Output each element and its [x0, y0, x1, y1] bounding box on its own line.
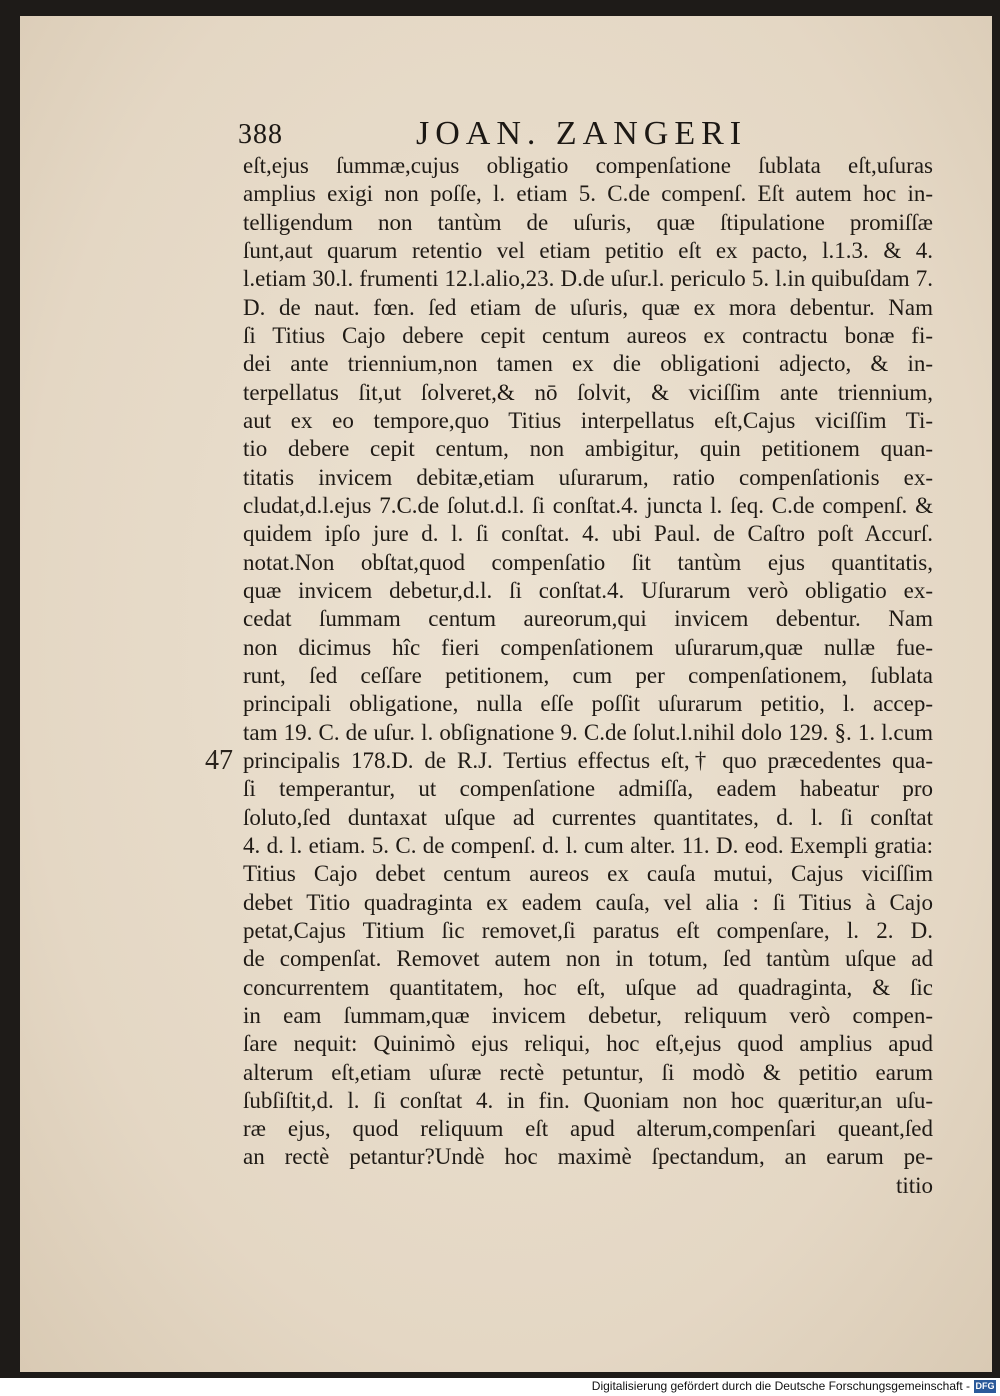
text-line: an rectè petantur?Undè hoc maximè ſpectandum, an earum pe- — [243, 1144, 933, 1170]
digitization-credit: Digitalisierung gefördert durch die Deutsche Forschungsgemeinschaft - — [591, 1379, 970, 1393]
text-line: titatis invicem debitæ,etiam uſurarum, ratio compenſationis ex- — [243, 464, 933, 490]
text-line: in eam ſummam,quæ invicem debetur, reliquum verò compen- — [243, 1002, 933, 1028]
text-line: non dicimus hîc fieri compenſationem uſurarum,quæ nullæ fue- — [243, 634, 933, 660]
text-line: terpellatus ſit,ut ſolveret,& nō ſolvit, & viciſſim ante triennium, — [243, 379, 933, 405]
text-line: ſi temperantur, ut compenſatione admiſſa, eadem habeatur pro — [243, 776, 933, 802]
text-line: quidem ipſo jure d. l. ſi conſtat. 4. ubi Paul. de Caſtro poſt Accurſ. — [243, 521, 933, 547]
body-text — [243, 152, 933, 1200]
text-line: l.etiam 30.l. frumenti 12.l.alio,23. D.de uſur.l. periculo 5. l.in quibuſdam 7. — [243, 266, 933, 292]
text-line: dei ante triennium,non tamen ex die obligationi adjecto, & in- — [243, 351, 933, 377]
text-line: runt, ſed ceſſare petitionem, cum per compenſationem, ſublata — [243, 662, 933, 688]
text-line: alterum eſt,etiam uſuræ rectè petuntur, ſi modò & petitio earum — [243, 1059, 933, 1085]
text-line: tio debere cepit centum, non ambigitur, quin petitionem quan- — [243, 436, 933, 462]
text-line: aut ex eo tempore,quo Titius interpellatus eſt,Cajus viciſſim Ti- — [243, 407, 933, 433]
text-line: debet Titio quadraginta ex eadem cauſa, vel alia : ſi Titius à Cajo — [243, 889, 933, 915]
text-line: cedat ſummam centum aureorum,qui invicem debentur. Nam — [243, 606, 933, 632]
text-line: D. de naut. fœn. ſed etiam de uſuris, quæ ex mora debentur. Nam — [243, 294, 933, 320]
text-line: de compenſat. Removet autem non in totum, ſed tantùm uſque ad — [243, 946, 933, 972]
text-line: ſoluto,ſed duntaxat uſque ad currentes quantitates, d. l. ſi conſtat — [243, 804, 933, 830]
margin-note: 47 — [205, 745, 233, 776]
text-line: quæ invicem debetur,d.l. ſi conſtat.4. Uſurarum verò obligatio ex- — [243, 577, 933, 603]
text-line: eſt,ejus ſummæ,cujus obligatio compenſatione ſublata eſt,uſuras — [243, 153, 933, 178]
page-header — [238, 115, 938, 155]
footer-bar — [0, 1378, 1000, 1396]
running-title: JOAN. ZANGERI — [416, 115, 748, 152]
text-line: ræ ejus, quod reliquum eſt apud alterum,compenſari queant,ſed — [243, 1116, 933, 1142]
text-line: ſare nequit: Quinimò ejus reliqui, hoc eſt,ejus quod amplius apud — [243, 1031, 933, 1057]
text-line: ſubſiſtit,d. l. ſi conſtat 4. in fin. Quoniam non hoc quæritur,an uſu- — [243, 1087, 933, 1113]
page-number: 388 — [238, 119, 283, 150]
text-line: cludat,d.l.ejus 7.C.de ſolut.d.l. ſi conſtat.4. juncta l. ſeq. C.de compenſ. & — [243, 492, 933, 518]
text-line: ſi Titius Cajo debere cepit centum aureos ex contractu bonæ fi- — [243, 322, 933, 348]
text-line: petat,Cajus Titium ſic removet,ſi paratus eſt compenſare, l. 2. D. — [243, 917, 933, 943]
text-line: principalis 178.D. de R.J. Tertius effectus eſt,† quo præcedentes qua- — [243, 747, 933, 773]
text-line: ſunt,aut quarum retentio vel etiam petitio eſt ex pacto, l.1.3. & 4. — [243, 237, 933, 263]
text-line: Titius Cajo debet centum aureos ex cauſa mutui, Cajus viciſſim — [243, 861, 933, 887]
text-line: titio — [895, 1172, 933, 1198]
text-line: principali obligatione, nulla eſſe poſſit uſurarum petitio, l. accep- — [243, 691, 933, 717]
text-line: concurrentem quantitatem, hoc eſt, uſque ad quadraginta, & ſic — [243, 974, 933, 1000]
text-line: telligendum non tantùm de uſuris, quæ ſtipulatione promiſſæ — [243, 209, 933, 235]
dfg-logo: DFG — [975, 1381, 995, 1391]
text-line: 4. d. l. etiam. 5. C. de compenſ. d. l. cum alter. 11. D. eod. Exempli gratia: — [243, 832, 933, 858]
text-line: notat.Non obſtat,quod compenſatio ſit tantùm ejus quantitatis, — [243, 549, 933, 575]
text-line: tam 19. C. de uſur. l. obſignatione 9. C.de ſolut.l.nihil dolo 129. §. 1. l.cum — [243, 719, 933, 745]
text-line: amplius exigi non poſſe, l. etiam 5. C.de compenſ. Eſt autem hoc in- — [243, 181, 933, 207]
